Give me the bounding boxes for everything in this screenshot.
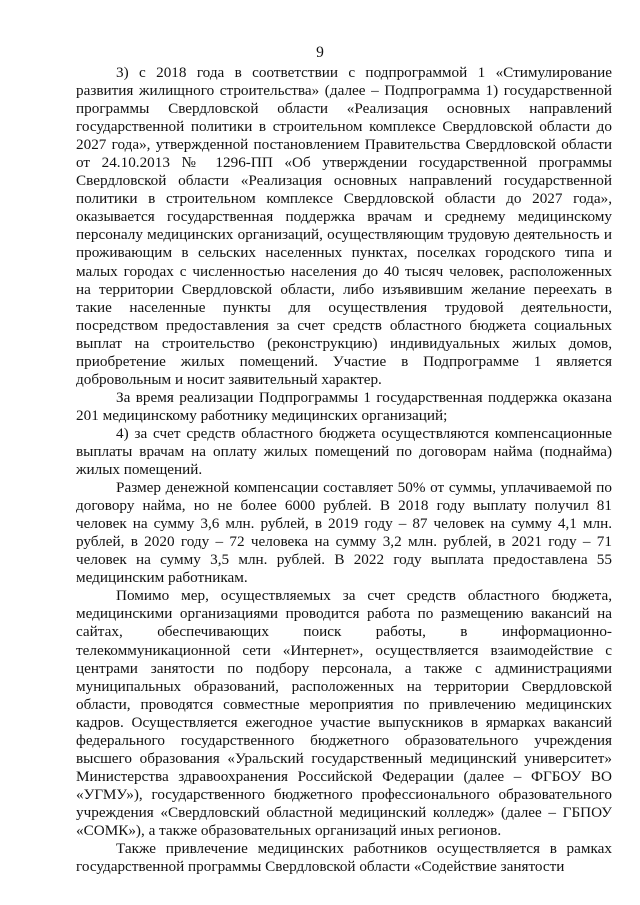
- document-body: [76, 64, 612, 876]
- paragraph-other-measures: Помимо мер, осуществляемых за счет средств областного бюджета, медицинскими организациями проводится работа по размещению вакансий на сайтах, обеспечивающих поиск работы, в информационно-телекоммуникационной сети «Интернет», осуществляется взаимодействие с центрами занятости по подбору персонала, а также с администрациями муниципальных образований, расположенных на территории Свердловской области, проводятся совместные мероприятия по привлечению медицинских кадров. Осуществляется ежегодное участие выпускников в ярмарках вакансий федерального государственного бюджетного образовательного учреждения высшего образования «Уральский государственный медицинский университет» Министерства здравоохранения Российской Федерации (далее – ФГБОУ ВО «УГМУ»), государственного бюджетного профессионального образовательного учреждения «Свердловский областной медицинский колледж» (далее – ГБПОУ «СОМК»), а также образовательных организаций иных регионов.: [76, 587, 612, 839]
- paragraph-rent-compensation: 4) за счет средств областного бюджета осуществляются компенсационные выплаты врачам на оплату жилых помещений по договорам найма (поднайма) жилых помещений.: [76, 424, 612, 479]
- paragraph-compensation-amounts: Размер денежной компенсации составляет 50% от суммы, уплачиваемой по договору найма, но не более 6000 рублей. В 2018 году выплату получил 81 человек на сумму 3,6 млн. рублей, в 2019 году – 87 человек на сумму 4,1 млн. рублей, в 2020 году – 72 человека на сумму 3,2 млн. рублей, в 2021 году – 71 человек на сумму 3,5 млн. рублей. В 2022 году выплата предоставлена 55 медицинским работникам.: [76, 479, 612, 587]
- paragraph-housing-support: 3) с 2018 года в соответствии с подпрограммой 1 «Стимулирование развития жилищного строительства» (далее – Подпрограмма 1) государственной программы Свердловской области «Реализация основных направлений государственной политики в строительном комплексе Свердловской области до 2027 года», утвержденной постановлением Правительства Свердловской области от 24.10.2013 № 1296-ПП «Об утверждении государственной программы Свердловской области «Реализация основных направлений государственной политики в строительном комплексе Свердловской области до 2027 года», оказывается государственная поддержка врачам и среднему медицинскому персоналу медицинских организаций, осуществляющим трудовую деятельность и проживающим в сельских населенных пунктах, поселках городского типа и малых городах с численностью населения до 40 тысяч человек, расположенных на территории Свердловской области, либо изъявившим желание переехать в такие населенные пункты для осуществления трудовой деятельности, посредством предоставления за счет средств областного бюджета социальных выплат на строительство (реконструкцию) индивидуальных жилых домов, приобретение жилых помещений. Участие в Подпрограмме 1 является добровольным и носит заявительный характер.: [76, 64, 612, 388]
- paragraph-support-results: За время реализации Подпрограммы 1 государственная поддержка оказана 201 медицинскому работнику медицинских организаций;: [76, 388, 612, 424]
- page-number: 9: [316, 44, 324, 61]
- paragraph-employment-program: Также привлечение медицинских работников осуществляется в рамках государственной программы Свердловской области «Содействие занятости: [76, 840, 612, 876]
